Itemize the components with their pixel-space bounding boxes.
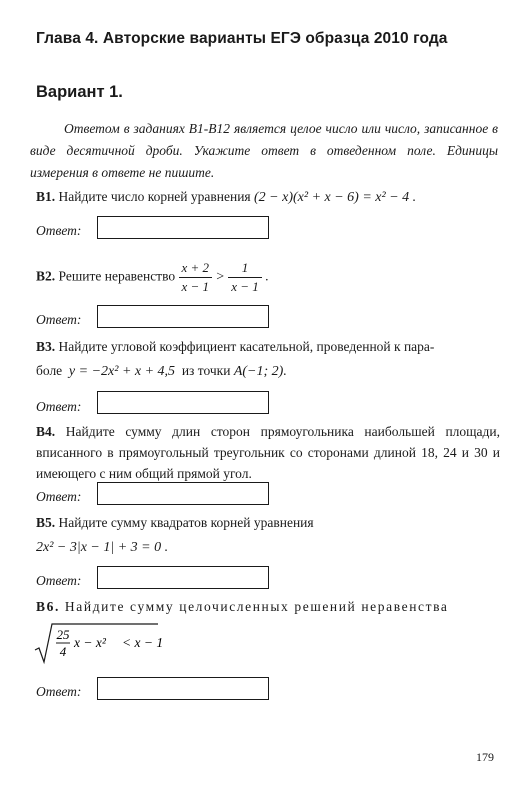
task-b5-number: B5. xyxy=(36,515,56,530)
answer-label-b5: Ответ: xyxy=(36,573,82,588)
answer-field-b2[interactable] xyxy=(97,305,269,328)
fraction-denominator: x − 1 xyxy=(181,279,210,294)
task-b2-fraction-left xyxy=(179,260,213,295)
radicand-rest: x − x² xyxy=(74,635,106,650)
task-b3-mid: из точки xyxy=(181,363,231,378)
answer-field-b4[interactable] xyxy=(97,482,269,505)
task-b3-prefix: боле xyxy=(36,363,63,378)
task-b1-equation: (2 − x)(x² + x − 6) = x² − 4 . xyxy=(254,190,417,205)
fraction-denominator: x − 1 xyxy=(231,279,259,294)
answer-field-b5[interactable] xyxy=(97,566,269,589)
answer-field-b6[interactable] xyxy=(97,677,269,700)
task-b4 xyxy=(36,421,500,484)
task-b5-line2 xyxy=(36,536,168,558)
inequality-rhs: < x − 1 xyxy=(122,635,164,650)
task-b3-number: B3. xyxy=(36,339,56,354)
radicand-fraction-numerator: 25 xyxy=(56,627,70,642)
task-b5-text: Найдите сумму квадратов корней уравнения xyxy=(58,515,314,530)
task-b3 xyxy=(36,336,434,357)
task-b1 xyxy=(36,186,416,208)
fraction-numerator: 1 xyxy=(228,260,262,278)
task-b3-formula: y = −2x² + x + 4,5 xyxy=(68,364,176,379)
radicand-fraction-denominator: 4 xyxy=(59,644,67,659)
task-b6 xyxy=(36,596,449,617)
answer-label-b1: Ответ: xyxy=(36,223,82,238)
task-b1-text: Найдите число корней уравнения xyxy=(58,189,251,204)
answer-label-b4: Ответ: xyxy=(36,489,82,504)
fraction-numerator: x + 2 xyxy=(179,260,213,278)
task-b2 xyxy=(36,260,269,295)
answer-label-b3: Ответ: xyxy=(36,399,82,414)
task-b4-number: B4. xyxy=(36,424,56,439)
task-b6-inequality xyxy=(32,620,192,666)
page-number: 179 xyxy=(476,750,494,764)
task-b2-fraction-right xyxy=(228,260,262,295)
task-b3-text: Найдите угловой коэффициент касательной, проведенной к пара- xyxy=(58,339,435,354)
variant-title: Вариант 1. xyxy=(36,83,123,101)
task-b6-number: B6. xyxy=(36,599,60,614)
task-b5-equation: 2x² − 3|x − 1| + 3 = 0 . xyxy=(36,540,169,555)
instructions-paragraph: Ответом в заданиях B1-B12 является целое число или число, записанное в виде десятичной дроби. Укажите ответ в отведенном поле. Единицы измерения в ответе не пишите. xyxy=(30,121,498,180)
answer-field-b3[interactable] xyxy=(97,391,269,414)
task-b1-number: B1. xyxy=(36,189,56,204)
task-b2-period: . xyxy=(265,268,269,284)
task-b2-operator: > xyxy=(215,269,225,285)
task-b2-number: B2. xyxy=(36,268,56,284)
answer-label-b6: Ответ: xyxy=(36,684,82,699)
task-b5 xyxy=(36,512,314,533)
task-b3-line2 xyxy=(36,360,287,382)
task-b2-text: Решите неравенство xyxy=(58,268,176,284)
task-b4-text: Найдите сумму длин сторон прямоугольника наибольшей площади, вписанного в прямоугольный треугольник со сторонами длиной 18, 24 и 30 и имеющего с ним общий прямой угол. xyxy=(36,424,501,481)
answer-field-b1[interactable] xyxy=(97,216,269,239)
task-b6-text: Найдите сумму целочисленных решений неравенства xyxy=(64,599,449,614)
chapter-title: Глава 4. Авторские варианты ЕГЭ образца 2010 года xyxy=(36,30,448,47)
task-b3-point: A(−1; 2). xyxy=(233,364,287,379)
answer-label-b2: Ответ: xyxy=(36,312,82,327)
